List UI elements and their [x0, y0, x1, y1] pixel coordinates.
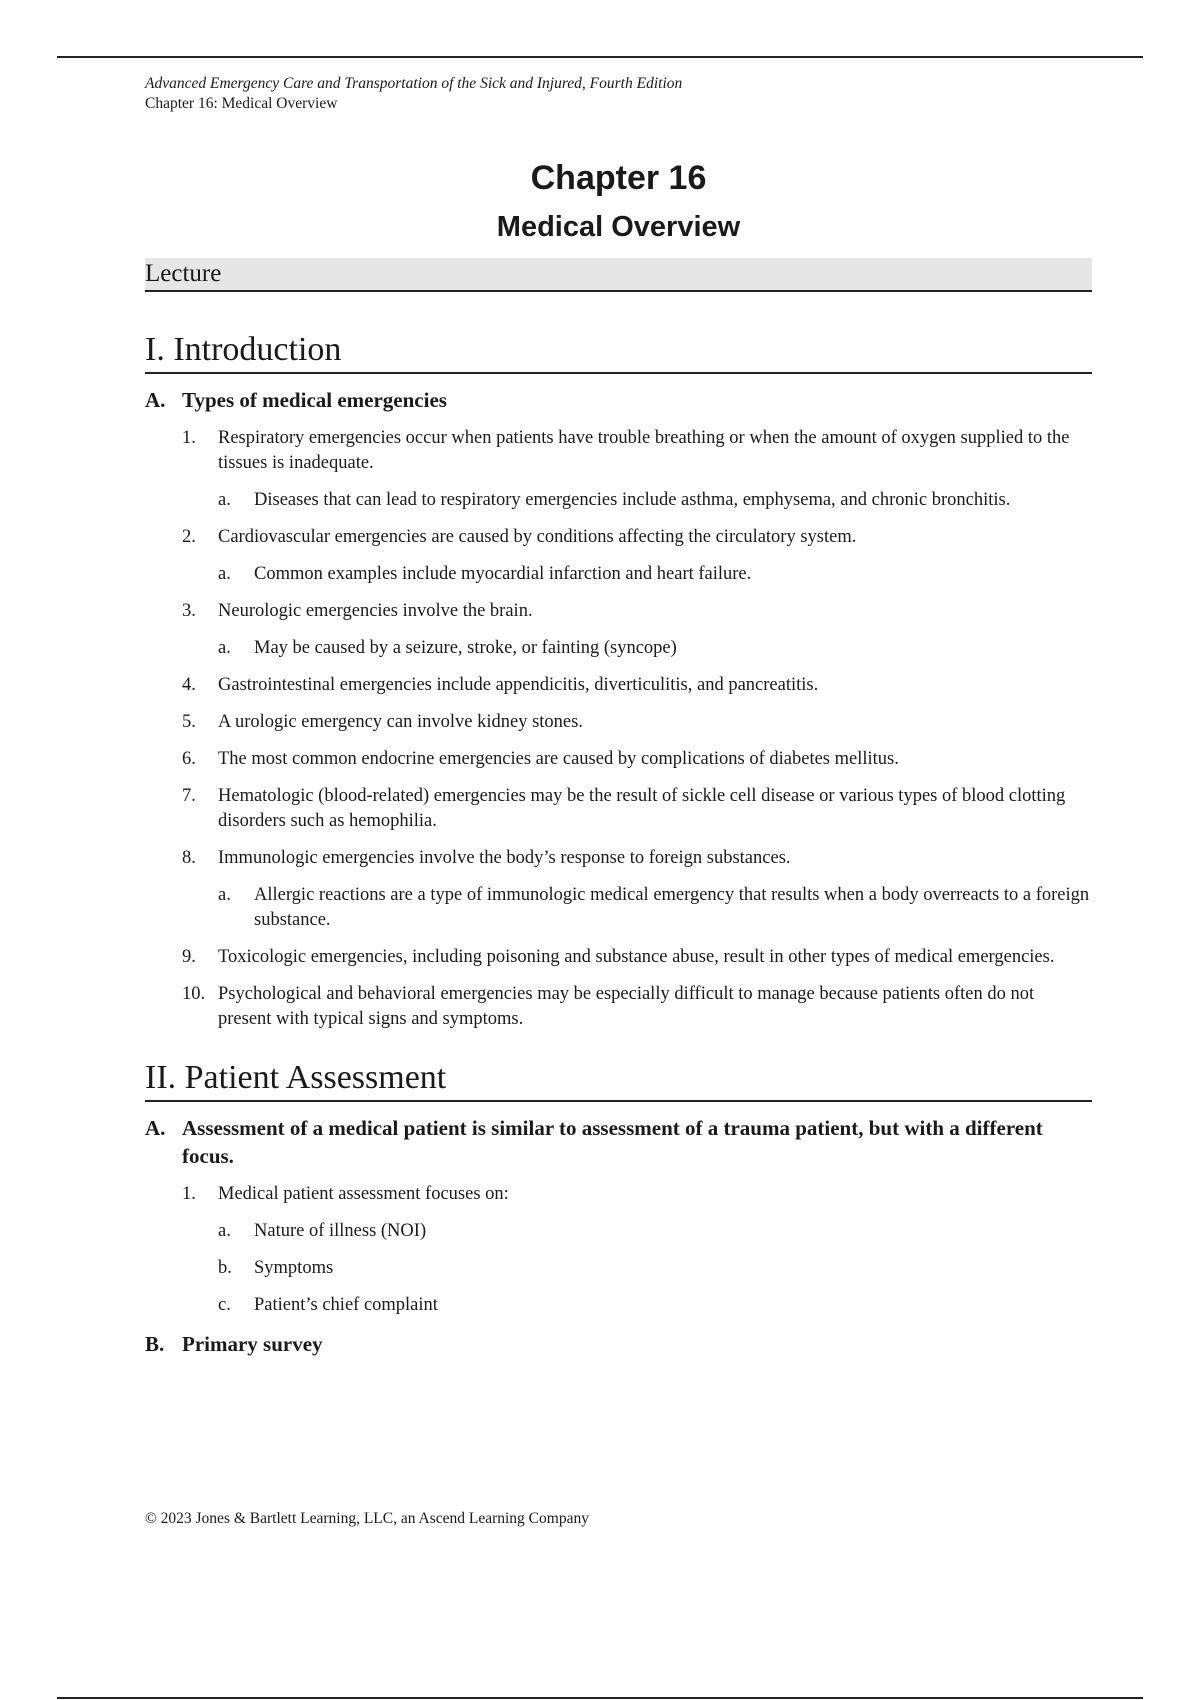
item-marker: a.: [218, 564, 231, 584]
list-item: [145, 945, 1092, 970]
list-item: [145, 710, 1092, 735]
item-text: Diseases that can lead to respiratory emergencies include asthma, emphysema, and chronic bronchitis.: [254, 490, 1011, 510]
sub-list-item: [145, 636, 1092, 661]
list-item: [145, 747, 1092, 772]
copyright-footer: © 2023 Jones & Bartlett Learning, LLC, an Ascend Learning Company: [145, 1510, 589, 1527]
item-text: Nature of illness (NOI): [254, 1221, 427, 1241]
subsection-heading: [145, 1330, 1092, 1358]
item-text: The most common endocrine emergencies are caused by complications of diabetes mellitus.: [218, 749, 899, 769]
item-marker: b.: [218, 1258, 232, 1278]
item-text: Allergic reactions are a type of immunologic medical emergency that results when a body overreacts to a foreign substance.: [254, 885, 1090, 930]
item-marker: 1.: [182, 428, 196, 448]
item-text: Types of medical emergencies: [182, 388, 447, 412]
lecture-outline: [145, 330, 1092, 1358]
top-rule: [57, 56, 1143, 58]
item-marker: 10.: [182, 984, 206, 1004]
list-item: [145, 982, 1092, 1032]
section-heading: I. Introduction: [145, 330, 1092, 374]
item-text: Medical patient assessment focuses on:: [218, 1184, 509, 1204]
bottom-rule: [57, 1697, 1143, 1699]
item-marker: a.: [218, 885, 231, 905]
chapter-subtitle: Medical Overview: [496, 211, 741, 243]
item-marker: B.: [145, 1332, 165, 1356]
sub-list-item: [145, 488, 1092, 513]
item-text: Patient’s chief complaint: [254, 1295, 438, 1315]
running-header-book-title: Advanced Emergency Care and Transportation of the Sick and Injured, Fourth Edition: [145, 75, 683, 92]
item-text: Primary survey: [182, 1332, 323, 1356]
chapter-title: Chapter 16: [530, 159, 707, 197]
item-marker: A.: [145, 1116, 166, 1140]
list-item: [145, 846, 1092, 871]
item-text: Psychological and behavioral emergencies may be especially difficult to manage because patients often do not present with typical signs and symptoms.: [218, 984, 1035, 1029]
list-item: [145, 1182, 1092, 1207]
sub-list-item: [145, 562, 1092, 587]
item-text: Symptoms: [254, 1258, 334, 1278]
item-text: Respiratory emergencies occur when patients have trouble breathing or when the amount of oxygen supplied to the tissues is inadequate.: [218, 428, 1070, 473]
list-item: [145, 673, 1092, 698]
item-marker: 5.: [182, 712, 196, 732]
list-item: [145, 525, 1092, 550]
running-header-chapter: Chapter 16: Medical Overview: [145, 95, 338, 112]
page-content: [145, 74, 1092, 1358]
list-item: [145, 426, 1092, 476]
item-text: Neurologic emergencies involve the brain.: [218, 601, 533, 621]
subsection-heading: [145, 386, 1092, 414]
sub-list-item: [145, 1293, 1092, 1318]
sub-list-item: [145, 883, 1092, 933]
item-text: Immunologic emergencies involve the body’s response to foreign substances.: [218, 848, 791, 868]
item-text: Common examples include myocardial infarction and heart failure.: [254, 564, 752, 584]
lecture-band: Lecture: [145, 258, 1092, 292]
item-text: Gastrointestinal emergencies include appendicitis, diverticulitis, and pancreatitis.: [218, 675, 819, 695]
item-marker: 3.: [182, 601, 196, 621]
list-item: [145, 599, 1092, 624]
item-text: A urologic emergency can involve kidney stones.: [218, 712, 583, 732]
item-marker: 6.: [182, 749, 196, 769]
item-text: Toxicologic emergencies, including poisoning and substance abuse, result in other types of medical emergencies.: [218, 947, 1055, 967]
item-text: Assessment of a medical patient is similar to assessment of a trauma patient, but with a different focus.: [182, 1116, 1043, 1168]
item-marker: 1.: [182, 1184, 196, 1204]
item-marker: A.: [145, 388, 166, 412]
section-heading: II. Patient Assessment: [145, 1058, 1092, 1102]
item-marker: a.: [218, 638, 231, 658]
item-marker: a.: [218, 490, 231, 510]
item-marker: 4.: [182, 675, 196, 695]
item-text: Hematologic (blood-related) emergencies may be the result of sickle cell disease or various types of blood clotting disorders such as hemophilia.: [218, 786, 1066, 831]
item-marker: 2.: [182, 527, 196, 547]
item-marker: 9.: [182, 947, 196, 967]
item-marker: c.: [218, 1295, 231, 1315]
sub-list-item: [145, 1219, 1092, 1244]
list-item: [145, 784, 1092, 834]
item-marker: 7.: [182, 786, 196, 806]
sub-list-item: [145, 1256, 1092, 1281]
item-marker: 8.: [182, 848, 196, 868]
subsection-heading: [145, 1114, 1092, 1170]
item-text: May be caused by a seizure, stroke, or fainting (syncope): [254, 638, 677, 658]
item-text: Cardiovascular emergencies are caused by conditions affecting the circulatory system.: [218, 527, 857, 547]
item-marker: a.: [218, 1221, 231, 1241]
